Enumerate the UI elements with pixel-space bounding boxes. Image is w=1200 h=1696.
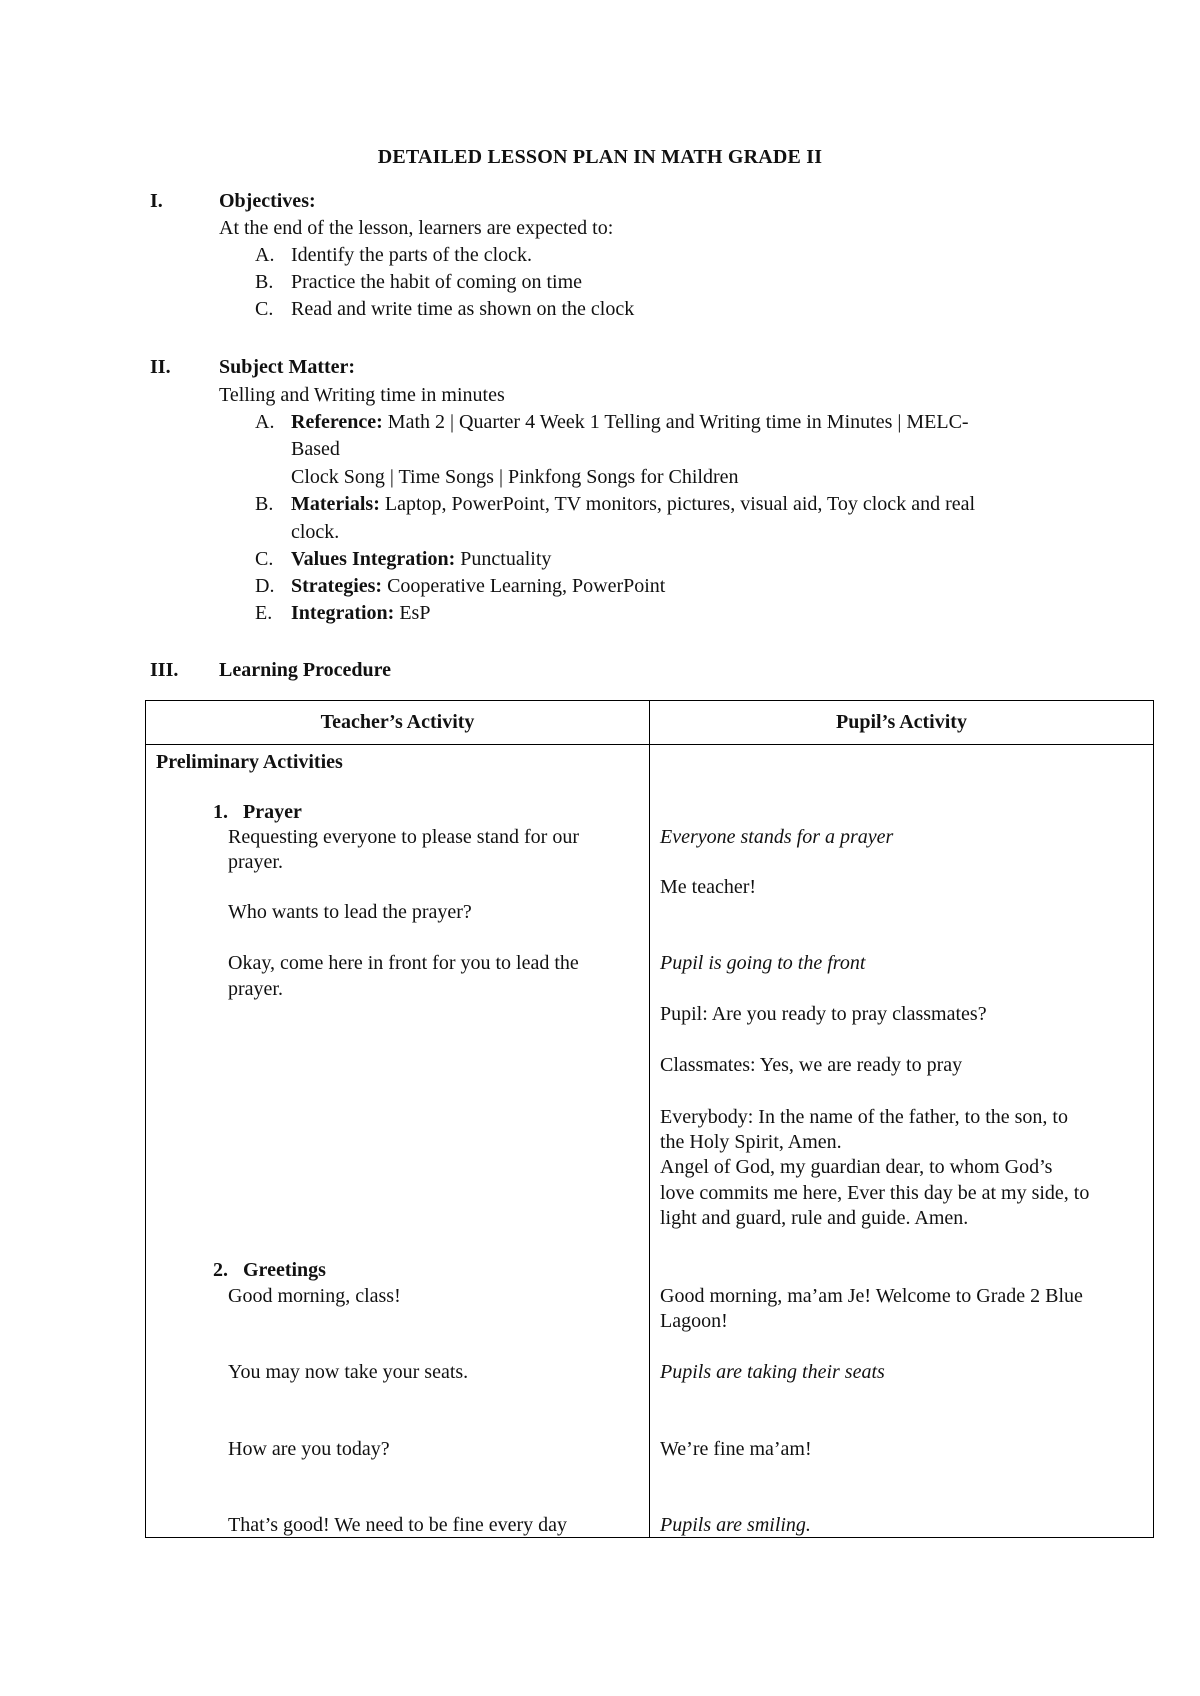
list-item: Identify the parts of the clock. — [291, 244, 533, 266]
preliminary-heading: Preliminary Activities — [156, 751, 343, 773]
item-label: Materials: — [291, 493, 380, 515]
teacher-activity-cell — [146, 745, 650, 1538]
table-header-row — [146, 701, 1154, 745]
pupil-line: Everyone stands for a prayer — [660, 826, 894, 848]
pupil-line: Angel of God, my guardian dear, to whom God’s — [660, 1156, 1053, 1178]
section-numeral: III. — [150, 659, 179, 681]
pupil-line: Lagoon! — [660, 1310, 728, 1332]
teacher-line: Who wants to lead the prayer? — [228, 901, 472, 923]
pupil-line: Pupil is going to the front — [660, 952, 866, 974]
objectives-intro: At the end of the lesson, learners are expected to: — [219, 217, 614, 239]
teacher-line: prayer. — [228, 851, 283, 873]
list-item: Read and write time as shown on the clock — [291, 298, 635, 320]
subject-topic: Telling and Writing time in minutes — [219, 384, 505, 406]
list-item — [291, 548, 551, 571]
teacher-line: Okay, come here in front for you to lead the — [228, 952, 579, 974]
list-letter: C. — [255, 548, 274, 570]
teacher-line: Good morning, class! — [228, 1285, 401, 1307]
list-letter: B. — [255, 493, 274, 515]
section-heading: Subject Matter: — [219, 356, 356, 378]
item-text: Math 2 | Quarter 4 Week 1 Telling and Writing time in Minutes | MELC- — [387, 411, 969, 433]
list-letter: D. — [255, 575, 275, 597]
greetings-heading: 2. Greetings — [213, 1259, 326, 1281]
item-label: Reference: — [291, 411, 383, 433]
teacher-line: Requesting everyone to please stand for our — [228, 826, 580, 848]
pupil-line: Pupils are taking their seats — [660, 1361, 885, 1383]
pupil-line: Good morning, ma’am Je! Welcome to Grade 2 Blue — [660, 1285, 1083, 1307]
list-item — [291, 493, 975, 516]
prayer-heading: 1. Prayer — [213, 801, 302, 823]
column-header-pupil: Pupil’s Activity — [650, 701, 1154, 745]
item-text: EsP — [399, 602, 431, 624]
list-item-cont: Based — [291, 438, 340, 460]
section-numeral: II. — [150, 356, 171, 378]
pupil-line: light and guard, rule and guide. Amen. — [660, 1207, 969, 1229]
pupil-activity-cell — [650, 745, 1154, 1538]
list-item — [291, 575, 665, 598]
pupil-line: Classmates: Yes, we are ready to pray — [660, 1054, 963, 1076]
item-label: Strategies: — [291, 575, 383, 597]
list-letter: A. — [255, 411, 275, 433]
pupil-line: Pupils are smiling. — [660, 1514, 811, 1536]
pupil-line: the Holy Spirit, Amen. — [660, 1131, 842, 1153]
procedure-table — [145, 700, 1154, 1538]
section-numeral: I. — [150, 190, 163, 212]
list-letter: A. — [255, 244, 275, 266]
list-item — [291, 411, 969, 434]
list-item-cont: clock. — [291, 521, 340, 543]
item-label: Integration: — [291, 602, 395, 624]
pupil-line: love commits me here, Ever this day be at my side, to — [660, 1182, 1090, 1204]
page-title: DETAILED LESSON PLAN IN MATH GRADE II — [377, 146, 823, 168]
item-text: Punctuality — [460, 548, 552, 570]
pupil-line: Everybody: In the name of the father, to the son, to — [660, 1106, 1068, 1128]
list-item: Practice the habit of coming on time — [291, 271, 583, 293]
pupil-line: Pupil: Are you ready to pray classmates? — [660, 1003, 987, 1025]
item-text: Cooperative Learning, PowerPoint — [387, 575, 666, 597]
list-letter: B. — [255, 271, 274, 293]
table-row — [146, 745, 1154, 1538]
teacher-line: How are you today? — [228, 1438, 390, 1460]
pupil-line: Me teacher! — [660, 876, 757, 898]
list-letter: E. — [255, 602, 273, 624]
column-header-teacher: Teacher’s Activity — [146, 701, 650, 745]
teacher-line: You may now take your seats. — [228, 1361, 469, 1383]
item-label: Values Integration: — [291, 548, 456, 570]
list-item-cont: Clock Song | Time Songs | Pinkfong Songs for Children — [291, 466, 739, 488]
list-item — [291, 602, 430, 625]
section-heading: Objectives: — [219, 190, 316, 212]
list-letter: C. — [255, 298, 274, 320]
section-heading: Learning Procedure — [219, 659, 392, 681]
teacher-line: That’s good! We need to be fine every day — [228, 1514, 568, 1536]
pupil-line: We’re fine ma’am! — [660, 1438, 812, 1460]
item-text: Laptop, PowerPoint, TV monitors, pictures, visual aid, Toy clock and real — [384, 493, 976, 515]
teacher-line: prayer. — [228, 978, 283, 1000]
